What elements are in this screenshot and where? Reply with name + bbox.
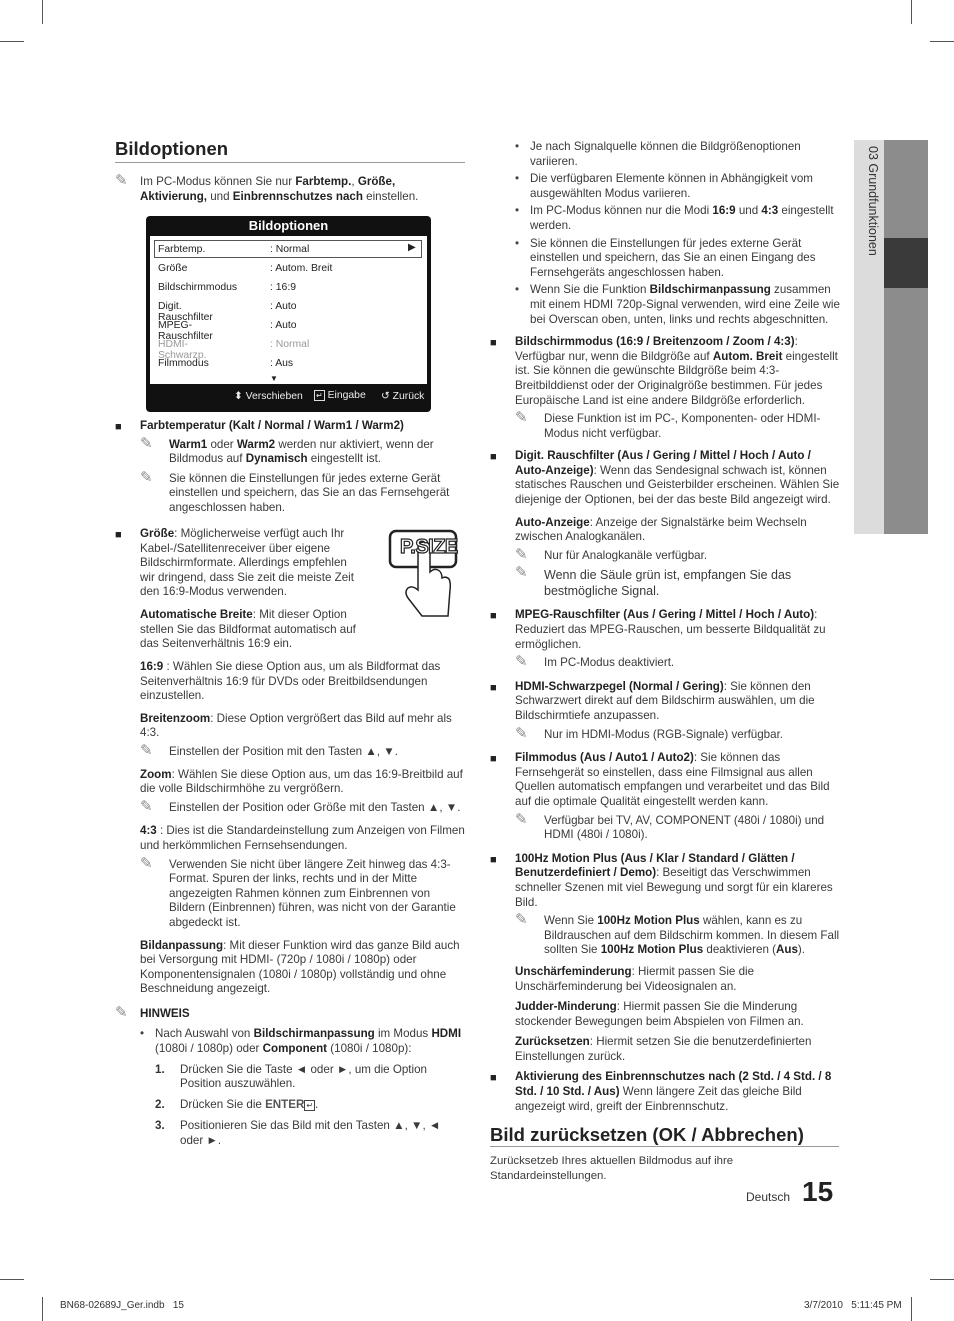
footer-file: BN68-02689J_Ger.indb 15 — [60, 1300, 184, 1311]
scroll-down-icon: ▼ — [270, 374, 278, 383]
square-bullet: ■ — [490, 610, 497, 623]
groesse-options: 16:9 : Wählen Sie diese Option aus, um als Bildformat das Seitenverhältnis 16:9 für DVDs oder Breitbildsendungen einzustellen. Breitenzoom: Diese Option vergrößert das Bild auf mehr als 4:3. ✎ Einstellen der Position mit den Tasten ▲, ▼. Zoom: Wählen Sie diese Option aus, um das 16:9-Breitbild auf die volle Bildschirmhöhe zu vergrößern. ✎ Einstellen der Position oder Größe mit den Tasten ▲, ▼. 4:3 : Dies ist die Standardeinstellung zum Anzeigen von Filmen und herkömmlichen Fernsehsendungen. ✎ Verwenden Sie nicht über längere Zeit hinweg das 4:3-Format. Spuren der links, rechts und in der Mitte angezeigten Rahmen können zum Einbrennen von Bildern (Einbrennen) führen, was nicht von der Garantie abgedeckt ist. Bildanpassung: Mit dieser Funktion wird das ganze Bild auch bei Versorgung mit HDMI- (720p / 1080i / 1080p) oder Komponentensignalen (1080i / 1080p) vollständig und ohne Beschneidung angezeigt. ✎ HINWEIS • Nach Auswahl von Bildschirmanpassung im Modus HDMI (1080i / 1080p) oder Component (1080i / 1080p): 1. Drücken Sie die Taste ◄ oder ►, um die Option Position auszuwählen. 2. Drücken Sie die ENTER ↵ . 3. Positionieren Sie das Bild mit den Tasten ▲, ▼, ◄ oder ►. — [115, 660, 465, 1148]
psize-label: P.SIZE — [400, 536, 458, 558]
bullet: • — [515, 172, 520, 186]
footer-date: 3/7/2010 5:11:45 PM — [804, 1300, 902, 1311]
note-icon: ✎ — [515, 810, 528, 828]
bullet: • — [515, 204, 520, 218]
bullet: • — [515, 140, 520, 153]
note-icon: ✎ — [515, 545, 528, 563]
return-icon: ↺ — [381, 391, 390, 402]
crop-mark — [911, 1297, 912, 1321]
footer-language: Deutsch — [746, 1190, 791, 1204]
note-icon: ✎ — [515, 911, 528, 929]
note-icon: ✎ — [115, 172, 128, 189]
osd-enter-hint: ↵ Eingabe — [316, 390, 366, 401]
square-bullet: ■ — [490, 753, 497, 766]
osd-back-hint: ↺ Zurück — [381, 391, 425, 402]
crop-mark — [930, 1279, 954, 1280]
osd-panel: Farbtemp. : Normal ▶ Größe : Autom. Breit Bildschirmmodus : 16:9 Digit. Rauschfilter : Auto MPEG-Rauschfilter : Auto HDMI-Schwarzp. : Normal Filmmodus : Aus ▼ — [150, 236, 427, 384]
crop-mark — [42, 1297, 43, 1321]
side-tab-dark — [884, 140, 928, 534]
crop-mark — [0, 41, 24, 42]
note-icon: ✎ — [515, 564, 528, 582]
crop-mark — [911, 0, 912, 24]
crop-mark — [42, 0, 43, 24]
enter-icon: ↵ — [316, 391, 323, 400]
square-bullet: ■ — [490, 337, 497, 350]
square-bullet: ■ — [115, 529, 122, 541]
bullet: • — [515, 283, 520, 297]
reset-title: Bild zurücksetzen (OK / Abbrechen) — [490, 1124, 804, 1145]
osd-move-hint: ⬍ Verschieben — [234, 391, 303, 402]
arrow-right-icon: ▶ — [408, 242, 416, 253]
square-bullet: ■ — [490, 853, 497, 866]
osd-title: Bildoptionen — [248, 218, 329, 233]
note-icon: ✎ — [140, 854, 153, 872]
bullet: • — [515, 236, 520, 250]
intro-note: ✎ Im PC-Modus können Sie nur Farbtemp., Größe, Aktivierung, und Einbrennschutzes nach einstellen. — [115, 172, 419, 203]
psize-illustration — [388, 528, 460, 620]
square-bullet: ■ — [490, 681, 497, 694]
bullet: • — [140, 1027, 145, 1041]
note-icon: ✎ — [140, 434, 153, 452]
crop-mark — [0, 1279, 24, 1280]
square-bullet: ■ — [490, 1072, 497, 1085]
groesse-block: ■ Größe: Möglicherweise verfügt auch Ihr Kabel-/Satellitenreceiver über eigene Bildschirmformate. Allerdings empfehlen wir dringend, dass Sie zeit die meiste Zeit den 16:9-Modus verwenden. Automatische Breite: Mit dieser Option stellen Sie das Bildformat automatisch auf das Seitenverhältnis 16:9 ein. — [115, 527, 356, 651]
right-column: • Je nach Signalquelle können die Bildgrößenoptionen variieren. • Die verfügbaren Elemente können in Abhängigkeit vom ausgewählten Modus variieren. • Im PC-Modus können nur die Modi 16:9 und 4:3 eingestellt werden. • Sie können die Einstellungen für jedes externe Gerät einstellen und speichern, das Sie an einen Eingang des Fernsehgeräts angeschlossen haben. • Wenn Sie die Funktion Bildschirmanpassung zusammen mit einem HDMI 720p-Signal verwenden, wird eine Zeile wie bei Overscan oben, unten, links und rechts abgeschnitten. ■ Bildschirmmodus (16:9 / Breitenzoom / Zoom / 4:3): Verfügbar nur, wenn die Bildgröße auf Autom. Breit eingestellt ist. Sie können die gewünschte Bildgröße beim 4:3-Breitbilddienst oder der Originalgröße bestimmen. Für jedes Europäische Land ist eine andere Bildgröße erforderlich. ✎ Diese Funktion ist im PC-, Komponenten- oder HDMI-Modus nicht verfügbar. ■ Digit. Rauschfilter (Aus / Gering / Mittel / Hoch / Auto / Auto-Anzeige): Wenn das Sendesignal schwach ist, können statisches Rauschen und Geisterbilder erscheinen. Wählen Sie diejenige der Optionen, bei der das beste Bild angezeigt wird. Auto-Anzeige: Anzeige der Signalstärke beim Wechseln zwischen Analogkanälen. ✎ Nur für Analogkanäle verfügbar. ✎ Wenn die Säule grün ist, empfangen Sie das bestmögliche Signal. ■ MPEG-Rauschfilter (Aus / Gering / Mittel / Hoch / Auto): Reduziert das MPEG-Rauschen, um besserte Bildqualität zu ermöglichen. ✎ Im PC-Modus deaktiviert. ■ HDMI-Schwarzpegel (Normal / Gering): Sie können den Schwarzwert direkt auf dem Bildschirm auswählen, um die Bildschirmtiefe anzupassen. ✎ Nur im HDMI-Modus (RGB-Signale) verfügbar. ■ Filmmodus (Aus / Auto1 / Auto2): Sie können das Fernsehgerät so einstellen, dass eine Filmsignal aus allen Quellen automatisch empfangen und verarbeitet und das Bild auf die optimale Qualität eingestellt werden kann. ✎ Verfügbar bei TV, AV, COMPONENT (480i / 1080i) und HDMI (480i / 1080i). ■ 100Hz Motion Plus (Aus / Klar / Standard / Glätten / Benutzerdefiniert / Demo): Beseitigt das Verschwimmen schneller Szenen mit viel Bewegung und sorgt für ein klareres Bild. ✎ Wenn Sie 100Hz Motion Plus wählen, kann es zu Bildrauschen auf dem Bildschirm kommen. In diesem Fall sollten Sie 100Hz Motion Plus deaktivieren (Aus). Unschärfeminderung: Hiermit passen Sie die Unschärfeminderung bei Videosignalen an. Judder-Minderung: Hiermit passen Sie die Minderung stockender Bewegungen beim Abspielen von Filmen an. Zurücksetzen: Hiermit setzen Sie die benutzerdefinierten Einstellungen zurück. ■ Aktivierung des Einbrennschutzes nach (2 Std. / 4 Std. / 8 Std. / 10 Std. / Aus) Wenn längere Zeit das gleiche Bild angezeigt wird, greift der Einbrennschutz. — [490, 140, 840, 1113]
note-icon: ✎ — [140, 797, 153, 815]
osd-menu — [146, 216, 431, 412]
updown-icon: ⬍ — [234, 391, 243, 402]
side-tab-marker — [884, 238, 928, 288]
enter-icon: ↵ — [306, 1100, 314, 1110]
side-tab-label: 03 Grundfunktionen — [866, 146, 880, 256]
note-icon: ✎ — [140, 468, 153, 486]
title-rule — [115, 162, 465, 163]
page-number: 15 — [802, 1176, 834, 1207]
square-bullet: ■ — [115, 421, 122, 433]
reset-text: Zurücksetzeb Ihres aktuellen Bildmodus auf ihre Standardeinstellungen. — [490, 1155, 734, 1182]
note-icon: ✎ — [515, 409, 528, 427]
note-icon: ✎ — [115, 1003, 128, 1021]
reset-rule — [490, 1146, 839, 1147]
square-bullet: ■ — [490, 451, 497, 464]
note-icon: ✎ — [515, 724, 528, 742]
farbtemp-block: ■ Farbtemperatur (Kalt / Normal / Warm1 / Warm2) ✎ Warm1 oder Warm2 werden nur aktiviert, wenn der Bildmodus auf Dynamisch eingestellt ist. ✎ Sie können die Einstellungen für jedes externe Gerät einstellen und speichern, das Sie an das Fernsehgerät angeschlossen haben. — [115, 419, 450, 514]
section-title: Bildoptionen — [115, 138, 229, 159]
note-icon: ✎ — [140, 741, 153, 759]
crop-mark — [930, 41, 954, 42]
note-icon: ✎ — [515, 653, 528, 671]
